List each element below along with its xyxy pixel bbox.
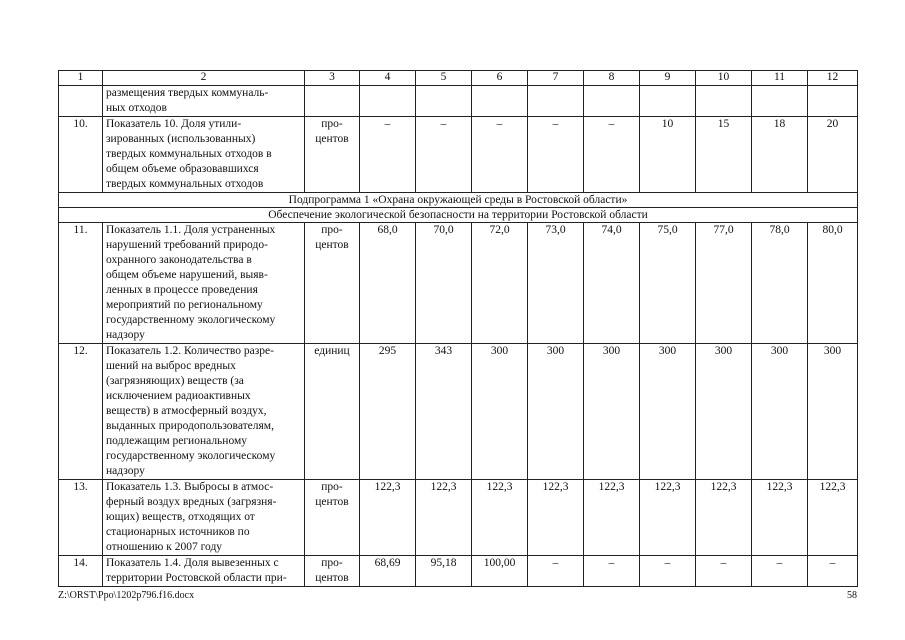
description-line: общем объеме нарушений, выяв- [106, 269, 268, 281]
value-cell: – [360, 117, 416, 193]
value-cell: – [584, 117, 640, 193]
value-cell: – [416, 117, 472, 193]
value-cell: 300 [528, 344, 584, 480]
description-line: государственному экологическому [106, 314, 276, 326]
value-cell: 70,0 [416, 223, 472, 344]
unit-line: центов [315, 133, 349, 145]
description-line: подлежащим региональному [106, 435, 248, 447]
value-cell: 10 [640, 117, 696, 193]
unit-cell [305, 86, 360, 117]
column-number: 10 [696, 71, 752, 86]
header-row [59, 71, 858, 86]
section-row [59, 193, 858, 208]
indicator-description [103, 86, 305, 117]
description-line: веществ) в атмосферный воздух, [106, 405, 267, 417]
value-cell [416, 86, 472, 117]
description-line: ферный воздух вредных (загрязня- [106, 496, 277, 508]
description-line: выданных природопользователям, [106, 420, 274, 432]
description-line: отношению к 2007 году [106, 541, 223, 553]
column-number: 3 [305, 71, 360, 86]
unit-line: центов [315, 496, 349, 508]
value-cell: 122,3 [528, 480, 584, 556]
description-line: зированных (использованных) [106, 133, 256, 145]
section-row [59, 208, 858, 223]
table-row [59, 223, 858, 344]
value-cell: 300 [584, 344, 640, 480]
unit-cell [305, 556, 360, 587]
description-line: ющих) веществ, отходящих от [106, 511, 255, 523]
value-cell: – [696, 556, 752, 587]
unit-line: центов [315, 572, 349, 584]
column-number: 11 [752, 71, 808, 86]
table-row [59, 117, 858, 193]
value-cell: – [640, 556, 696, 587]
unit-cell [305, 480, 360, 556]
value-cell: 77,0 [696, 223, 752, 344]
value-cell: – [808, 556, 858, 587]
description-line: ных отходов [106, 102, 167, 114]
value-cell: 74,0 [584, 223, 640, 344]
unit-line: про- [321, 118, 343, 130]
value-cell [584, 86, 640, 117]
indicator-description [103, 556, 305, 587]
value-cell: 78,0 [752, 223, 808, 344]
value-cell: 300 [696, 344, 752, 480]
value-cell: 295 [360, 344, 416, 480]
description-line: надзору [106, 329, 145, 341]
table-row [59, 556, 858, 587]
value-cell [640, 86, 696, 117]
row-number: 12. [59, 344, 103, 480]
value-cell: 343 [416, 344, 472, 480]
description-line: (загрязняющих) веществ (за [106, 375, 244, 387]
value-cell: 122,3 [360, 480, 416, 556]
value-cell: 122,3 [472, 480, 528, 556]
unit-line: про- [321, 557, 343, 569]
description-line: исключением радиоактивных [106, 390, 251, 402]
indicator-description [103, 480, 305, 556]
unit-cell [305, 117, 360, 193]
value-cell: 300 [808, 344, 858, 480]
description-line: мероприятий по региональному [106, 299, 263, 311]
description-line: охранного законодательства в [106, 254, 252, 266]
value-cell: – [472, 117, 528, 193]
row-number: 10. [59, 117, 103, 193]
table-row [59, 86, 858, 117]
value-cell: 300 [472, 344, 528, 480]
row-number: 13. [59, 480, 103, 556]
column-number: 5 [416, 71, 472, 86]
value-cell: 95,18 [416, 556, 472, 587]
value-cell: 20 [808, 117, 858, 193]
value-cell: 72,0 [472, 223, 528, 344]
description-line: Показатель 1.1. Доля устраненных [106, 224, 276, 236]
unit-line: единиц [314, 345, 350, 357]
value-cell [528, 86, 584, 117]
description-line: нарушений требований природо- [106, 239, 268, 251]
description-line: Показатель 1.3. Выбросы в атмос- [106, 481, 274, 493]
value-cell [360, 86, 416, 117]
unit-cell [305, 223, 360, 344]
description-line: общем объеме образовавшихся [106, 163, 259, 175]
value-cell: 122,3 [752, 480, 808, 556]
description-line: шений на выброс вредных [106, 360, 236, 372]
value-cell: 122,3 [584, 480, 640, 556]
description-line: твердых коммунальных отходов [106, 178, 264, 190]
value-cell: 122,3 [696, 480, 752, 556]
row-number [59, 86, 103, 117]
description-line: твердых коммунальных отходов в [106, 148, 272, 160]
description-line: Показатель 10. Доля утили- [106, 118, 242, 130]
value-cell: – [528, 556, 584, 587]
unit-line: центов [315, 239, 349, 251]
value-cell [472, 86, 528, 117]
description-line: Показатель 1.2. Количество разре- [106, 345, 274, 357]
table-row [59, 480, 858, 556]
description-line: Показатель 1.4. Доля вывезенных с [106, 557, 279, 569]
value-cell: 122,3 [416, 480, 472, 556]
section-title: Подпрограмма 1 «Охрана окружающей среды в Ростовской области» [59, 193, 858, 208]
unit-line: про- [321, 481, 343, 493]
indicator-description [103, 223, 305, 344]
column-number: 7 [528, 71, 584, 86]
row-number: 14. [59, 556, 103, 587]
column-number: 1 [59, 71, 103, 86]
value-cell: 75,0 [640, 223, 696, 344]
value-cell: 122,3 [640, 480, 696, 556]
column-number: 2 [103, 71, 305, 86]
indicator-description [103, 117, 305, 193]
value-cell [696, 86, 752, 117]
value-cell [752, 86, 808, 117]
column-number: 9 [640, 71, 696, 86]
value-cell: 100,00 [472, 556, 528, 587]
indicator-description [103, 344, 305, 480]
footer-file-path: Z:\ORST\Ppo\1202p796.f16.docx [58, 590, 195, 601]
description-line: стационарных источников по [106, 526, 250, 538]
value-cell [808, 86, 858, 117]
unit-line: про- [321, 224, 343, 236]
table-row [59, 344, 858, 480]
description-line: надзору [106, 465, 145, 477]
section-title: Обеспечение экологической безопасности на территории Ростовской области [59, 208, 858, 223]
value-cell: 300 [752, 344, 808, 480]
value-cell: 15 [696, 117, 752, 193]
indicator-table [58, 70, 858, 587]
column-number: 12 [808, 71, 858, 86]
row-number: 11. [59, 223, 103, 344]
description-line: ленных в процессе проведения [106, 284, 258, 296]
column-number: 4 [360, 71, 416, 86]
unit-cell [305, 344, 360, 480]
value-cell: 68,0 [360, 223, 416, 344]
value-cell: – [752, 556, 808, 587]
value-cell: – [528, 117, 584, 193]
description-line: территории Ростовской области при- [106, 572, 287, 584]
column-number: 8 [584, 71, 640, 86]
value-cell: 300 [640, 344, 696, 480]
value-cell: 122,3 [808, 480, 858, 556]
footer-page-number: 58 [847, 590, 857, 601]
value-cell: – [584, 556, 640, 587]
column-number: 6 [472, 71, 528, 86]
value-cell: 73,0 [528, 223, 584, 344]
description-line: размещения твердых коммуналь- [106, 87, 269, 99]
value-cell: 18 [752, 117, 808, 193]
value-cell: 80,0 [808, 223, 858, 344]
value-cell: 68,69 [360, 556, 416, 587]
description-line: государственному экологическому [106, 450, 276, 462]
